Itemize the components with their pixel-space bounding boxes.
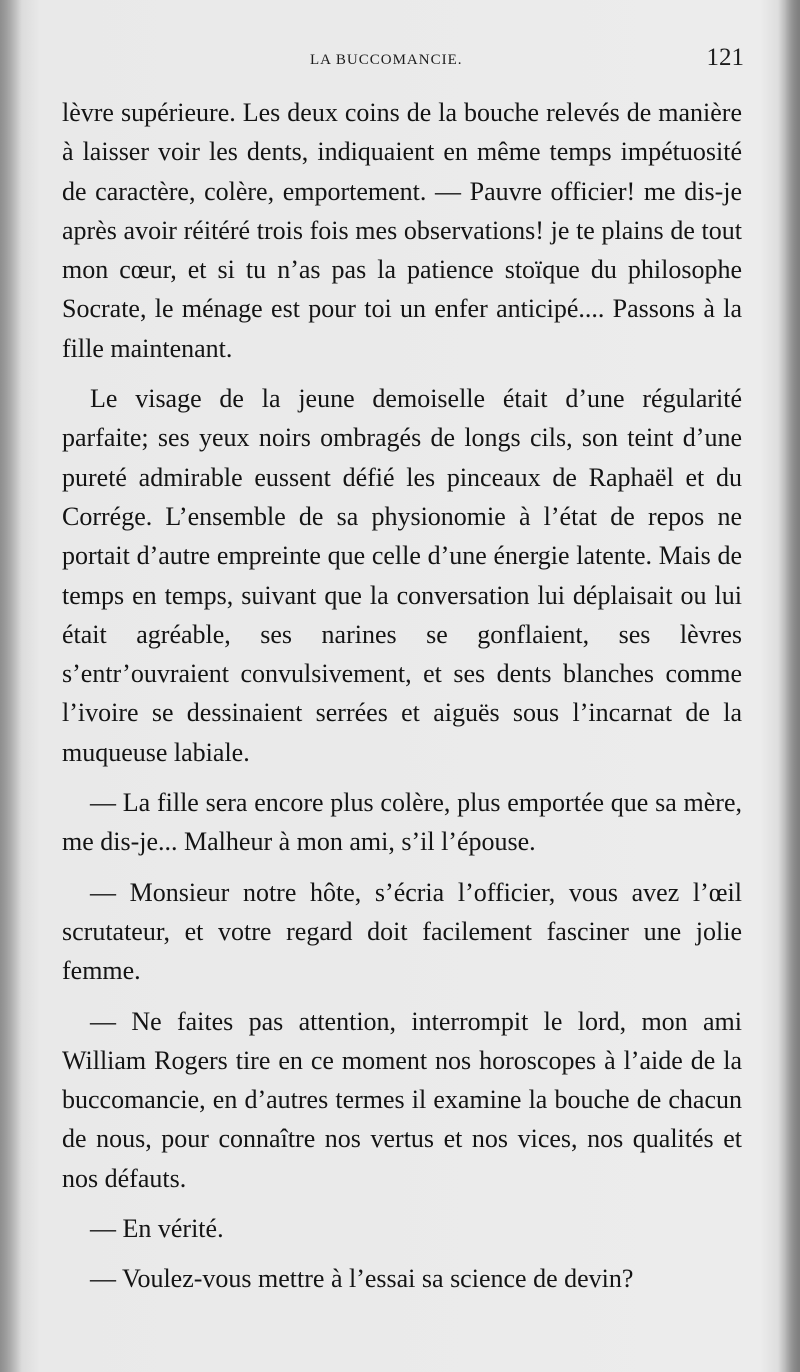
paragraph-continuation: lèvre supérieure. Les deux coins de la bouche relevés de manière à laisser voir les dents, indiquaient en même temps impétuosité de caractère, colère, emportement. — Pauvre officier! me dis-je après avoir réitéré trois fois mes observations! je te plains de tout mon cœur, et si tu n’as pas la patience stoïque du philosophe Socrate, le ménage est pour toi un enfer anticipé.... Passons à la fille maintenant. xyxy=(62,98,742,363)
body-text xyxy=(62,93,742,1299)
running-title: LA BUCCOMANCIE. xyxy=(310,52,463,68)
dialogue-line: — Monsieur notre hôte, s’écria l’officier, vous avez l’œil scrutateur, et votre regard doit facilement fasciner une jolie femme. xyxy=(62,877,742,986)
page-number: 121 xyxy=(706,44,744,71)
dialogue-line: — Ne faites pas attention, interrompit le lord, mon ami William Rogers tire en ce moment nos horoscopes à l’aide de la buccomancie, en d’autres termes il examine la bouche de chacun de nous, pour connaître nos vertus et nos vices, nos qualités et nos défauts. xyxy=(62,1006,742,1193)
dialogue-line: — La fille sera encore plus colère, plus emportée que sa mère, me dis-je... Malheur à mon ami, s’il l’épouse. xyxy=(62,788,742,857)
dialogue-line: — En vérité. xyxy=(90,1214,224,1244)
dialogue-line: — Voulez-vous mettre à l’essai sa science de devin? xyxy=(90,1264,634,1294)
page-edge-shadow-left xyxy=(0,0,22,1372)
page-edge-shadow-right xyxy=(778,0,800,1372)
running-head xyxy=(62,44,744,78)
paragraph-description: Le visage de la jeune demoiselle était d’une régularité parfaite; ses yeux noirs ombragés de longs cils, son teint d’une pureté admirable eussent défié les pinceaux de Raphaël et du Corrége. L’ensemble de sa physionomie à l’état de repos ne portait d’autre empreinte que celle d’une énergie latente. Mais de temps en temps, suivant que la conversation lui déplaisait ou lui était agréable, ses narines se gonflaient, ses lèvres s’entr’ouvraient convulsivement, et ses dents blanches comme l’ivoire se dessinaient serrées et aiguës sous l’incarnat de la muqueuse labiale. xyxy=(62,384,742,767)
